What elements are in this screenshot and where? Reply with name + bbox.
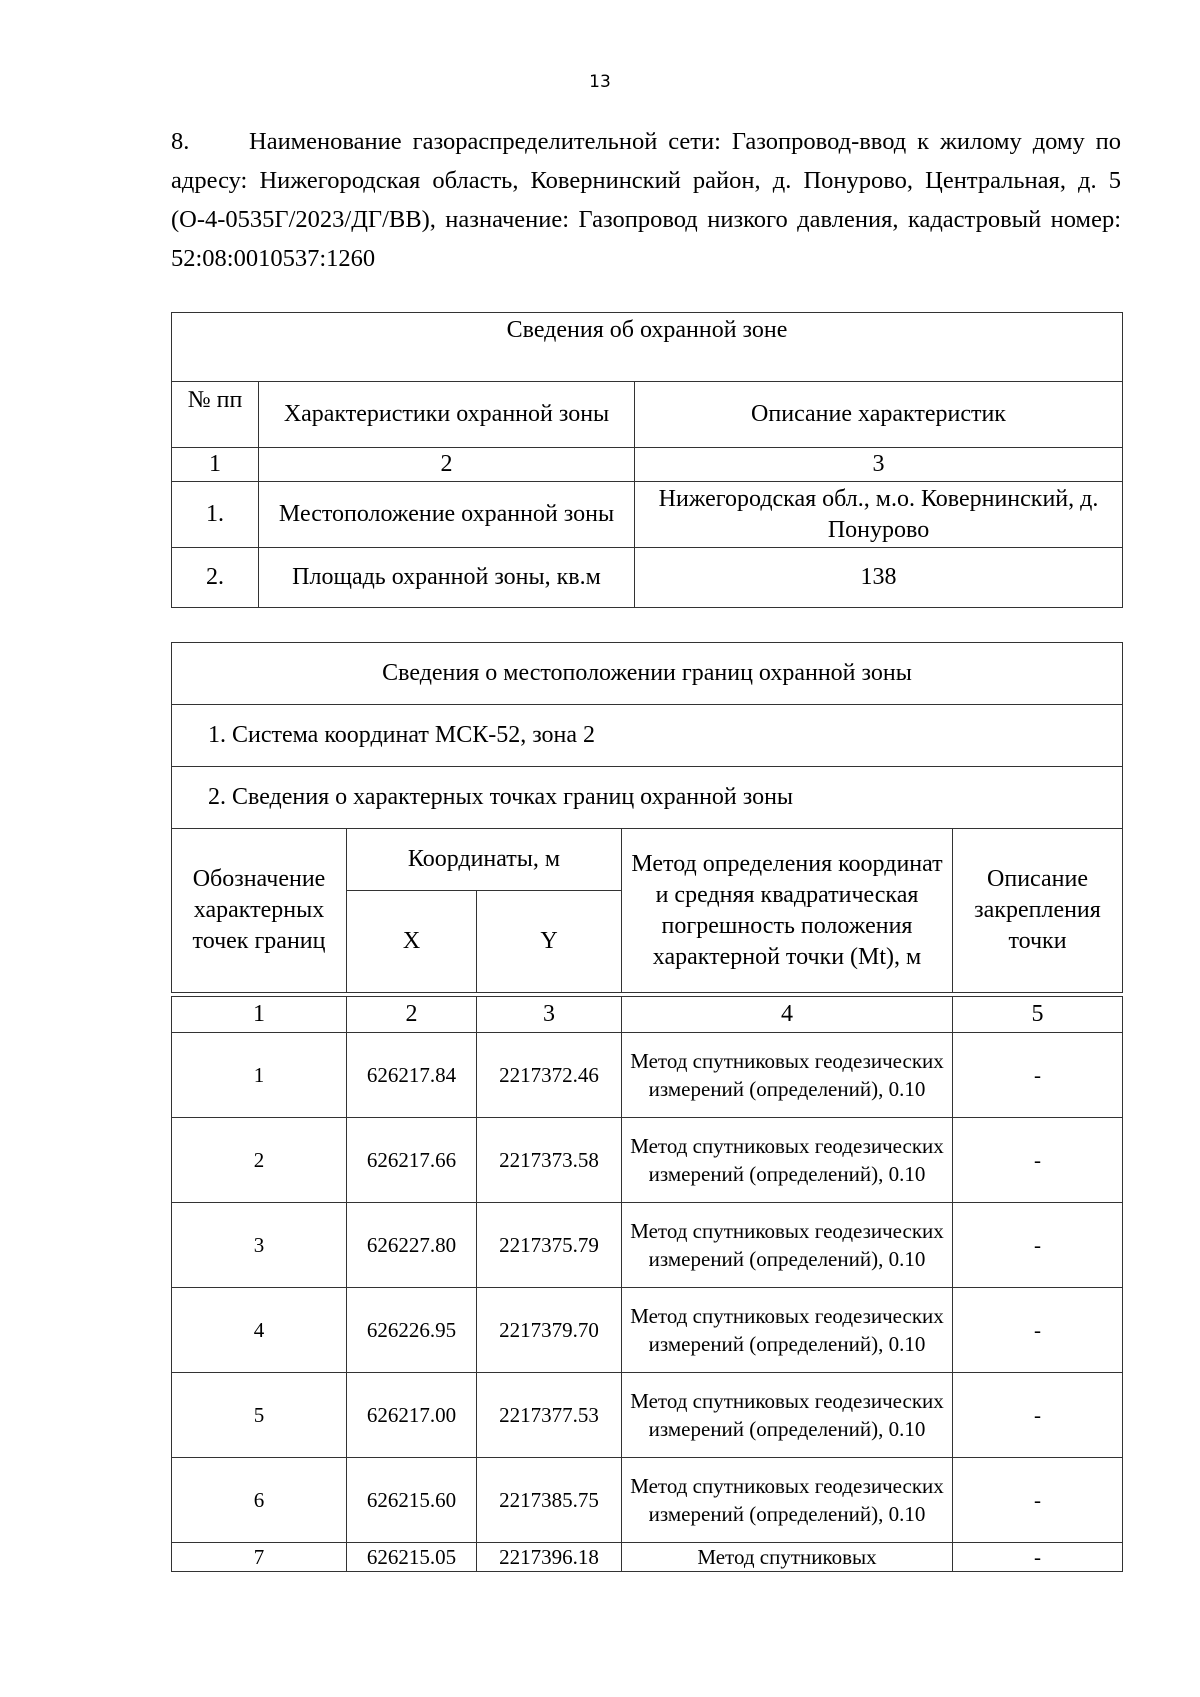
zone-header-number: № пп bbox=[172, 382, 259, 448]
fixing: - bbox=[953, 1543, 1123, 1572]
x-coordinate: 626215.60 bbox=[347, 1458, 477, 1543]
table-cell: 138 bbox=[635, 548, 1123, 608]
table-cell: 1. bbox=[172, 482, 259, 548]
x-coordinate: 626217.66 bbox=[347, 1118, 477, 1203]
y-coordinate: 2217396.18 bbox=[477, 1543, 622, 1572]
zone-index-cell: 3 bbox=[635, 448, 1123, 482]
protection-zone-table bbox=[171, 312, 1123, 608]
y-coordinate: 2217379.70 bbox=[477, 1288, 622, 1373]
method: Метод спутниковых геодезических измерений (определений), 0.10 bbox=[622, 1458, 953, 1543]
method: Метод спутниковых геодезических измерений (определений), 0.10 bbox=[622, 1033, 953, 1118]
point-number: 5 bbox=[172, 1373, 347, 1458]
table-row bbox=[172, 1543, 1123, 1572]
fixing: - bbox=[953, 1288, 1123, 1373]
zone-index-cell: 1 bbox=[172, 448, 259, 482]
item-number: 8. bbox=[171, 128, 190, 155]
zone-index-cell: 2 bbox=[259, 448, 635, 482]
header-method: Метод определения координат и средняя квадратическая погрешность положения характерной точки (Mt), м bbox=[622, 829, 953, 993]
coordinate-system: 1. Система координат МСК-52, зона 2 bbox=[172, 705, 1123, 767]
y-coordinate: 2217373.58 bbox=[477, 1118, 622, 1203]
index-cell: 1 bbox=[172, 997, 347, 1033]
table-cell: Нижегородская обл., м.о. Ковернинский, д. Понурово bbox=[635, 482, 1123, 548]
y-coordinate: 2217385.75 bbox=[477, 1458, 622, 1543]
point-number: 7 bbox=[172, 1543, 347, 1572]
table-row bbox=[172, 1373, 1123, 1458]
x-coordinate: 626217.00 bbox=[347, 1373, 477, 1458]
point-number: 1 bbox=[172, 1033, 347, 1118]
index-cell: 4 bbox=[622, 997, 953, 1033]
table-cell: 2. bbox=[172, 548, 259, 608]
x-coordinate: 626217.84 bbox=[347, 1033, 477, 1118]
table-row bbox=[172, 1118, 1123, 1203]
point-number: 4 bbox=[172, 1288, 347, 1373]
zone-header-characteristic: Характеристики охранной зоны bbox=[259, 382, 635, 448]
table-row bbox=[172, 548, 1123, 608]
index-cell: 3 bbox=[477, 997, 622, 1033]
zone-header-description: Описание характеристик bbox=[635, 382, 1123, 448]
table-cell: Местоположение охранной зоны bbox=[259, 482, 635, 548]
method: Метод спутниковых геодезических измерений (определений), 0.10 bbox=[622, 1203, 953, 1288]
index-cell: 5 bbox=[953, 997, 1123, 1033]
header-x: X bbox=[347, 891, 477, 993]
y-coordinate: 2217372.46 bbox=[477, 1033, 622, 1118]
header-coordinates: Координаты, м bbox=[347, 829, 622, 891]
zone-table-title: Сведения об охранной зоне bbox=[172, 313, 1123, 382]
method: Метод спутниковых геодезических измерений (определений), 0.10 bbox=[622, 1288, 953, 1373]
table-row bbox=[172, 1288, 1123, 1373]
x-coordinate: 626215.05 bbox=[347, 1543, 477, 1572]
table-row bbox=[172, 1033, 1123, 1118]
header-designation: Обозначение характерных точек границ bbox=[172, 829, 347, 993]
fixing: - bbox=[953, 1373, 1123, 1458]
header-y: Y bbox=[477, 891, 622, 993]
y-coordinate: 2217377.53 bbox=[477, 1373, 622, 1458]
page-number: 13 bbox=[589, 72, 611, 92]
fixing: - bbox=[953, 1203, 1123, 1288]
point-number: 3 bbox=[172, 1203, 347, 1288]
points-table-title: Сведения о местоположении границ охранной зоны bbox=[172, 643, 1123, 705]
table-row bbox=[172, 482, 1123, 548]
boundary-points-table bbox=[171, 642, 1123, 1572]
point-number: 6 bbox=[172, 1458, 347, 1543]
index-cell: 2 bbox=[347, 997, 477, 1033]
fixing: - bbox=[953, 1118, 1123, 1203]
points-subtitle: 2. Сведения о характерных точках границ охранной зоны bbox=[172, 767, 1123, 829]
fixing: - bbox=[953, 1458, 1123, 1543]
fixing: - bbox=[953, 1033, 1123, 1118]
header-fixing: Описание закрепления точки bbox=[953, 829, 1123, 993]
point-number: 2 bbox=[172, 1118, 347, 1203]
method: Метод спутниковых геодезических измерений (определений), 0.10 bbox=[622, 1118, 953, 1203]
network-description bbox=[171, 122, 1121, 278]
method: Метод спутниковых bbox=[622, 1543, 953, 1572]
table-row bbox=[172, 1203, 1123, 1288]
method: Метод спутниковых геодезических измерений (определений), 0.10 bbox=[622, 1373, 953, 1458]
table-row bbox=[172, 1458, 1123, 1543]
x-coordinate: 626226.95 bbox=[347, 1288, 477, 1373]
item-text: Наименование газораспределительной сети: Газопровод-ввод к жилому дому по адресу: Нижегородская область, Ковернинский район, д. Понурово, Центральная, д. 5 (О-4-0535Г/2023/ДГ/ВВ), назначение: Газопровод низкого давления, кадастровый номер: 52:08:0010537:1260 bbox=[171, 128, 1121, 272]
x-coordinate: 626227.80 bbox=[347, 1203, 477, 1288]
table-cell: Площадь охранной зоны, кв.м bbox=[259, 548, 635, 608]
y-coordinate: 2217375.79 bbox=[477, 1203, 622, 1288]
